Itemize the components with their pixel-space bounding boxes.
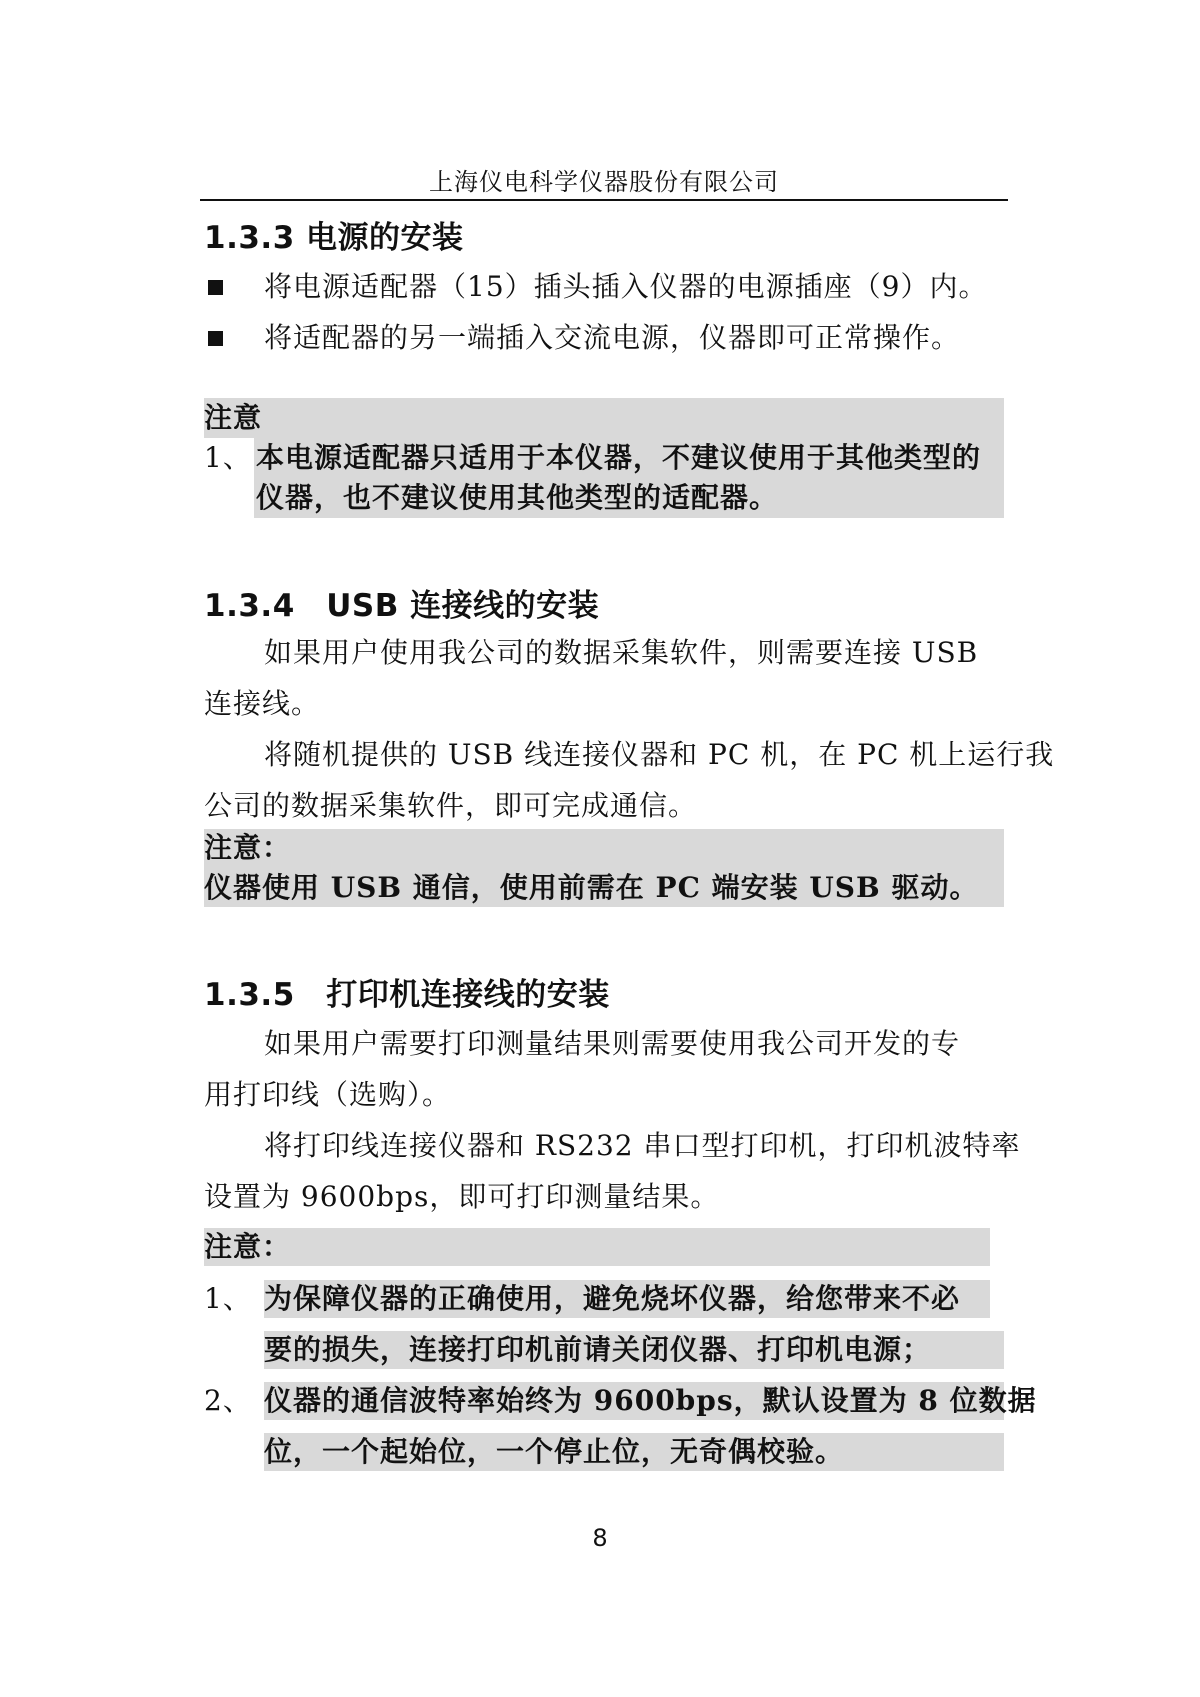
header-rule [200,199,1008,201]
note-text: 仪器使用 USB 通信，使用前需在 PC 端安装 USB 驱动。 [204,871,979,904]
paragraph-line: 设置为 9600bps，即可打印测量结果。 [204,1180,720,1213]
note-shade [204,398,1004,438]
paragraph-line: 连接线。 [204,687,321,720]
bullet-text-1: 将电源适配器（15）插头插入仪器的电源插座（9）内。 [264,270,988,303]
note-label: 注意 [204,401,263,434]
paragraph-line: 将打印线连接仪器和 RS232 串口型打印机，打印机波特率 [264,1129,1021,1162]
note-shade [204,1228,990,1266]
note-label: 注意： [204,1230,292,1263]
note-number: 1、 [204,441,252,474]
note-line-1: 本电源适配器只适用于本仪器，不建议使用于其他类型的 [256,441,982,474]
page-header-company: 上海仪电科学仪器股份有限公司 [429,168,779,196]
paragraph-line: 用打印线（选购）。 [204,1078,452,1111]
paragraph-line: 如果用户需要打印测量结果则需要使用我公司开发的专 [264,1027,961,1060]
note-line: 要的损失，连接打印机前请关闭仪器、打印机电源； [264,1333,932,1366]
paragraph-line: 公司的数据采集软件，即可完成通信。 [204,789,698,822]
paragraph-line: 将随机提供的 USB 线连接仪器和 PC 机，在 PC 机上运行我 [264,738,1055,771]
note-number: 2、 [204,1384,252,1417]
heading-1-3-4: 1.3.4 USB 连接线的安装 [204,588,600,624]
note-line: 仪器的通信波特率始终为 9600bps，默认设置为 8 位数据 [264,1384,1037,1417]
paragraph-line: 如果用户使用我公司的数据采集软件，则需要连接 USB [264,636,979,669]
bullet-square-icon [208,280,223,295]
note-line: 位，一个起始位，一个停止位，无奇偶校验。 [264,1435,845,1468]
bullet-square-icon [208,331,223,346]
note-number: 1、 [204,1282,252,1315]
page-number: 8 [592,1524,608,1552]
note-label: 注意： [204,831,292,864]
note-line-2: 仪器，也不建议使用其他类型的适配器。 [256,481,779,514]
heading-1-3-3: 1.3.3 电源的安装 [204,220,464,256]
heading-1-3-5: 1.3.5 打印机连接线的安装 [204,977,610,1013]
note-line: 为保障仪器的正确使用，避免烧坏仪器，给您带来不必 [264,1282,961,1315]
bullet-text-2: 将适配器的另一端插入交流电源，仪器即可正常操作。 [264,321,961,354]
